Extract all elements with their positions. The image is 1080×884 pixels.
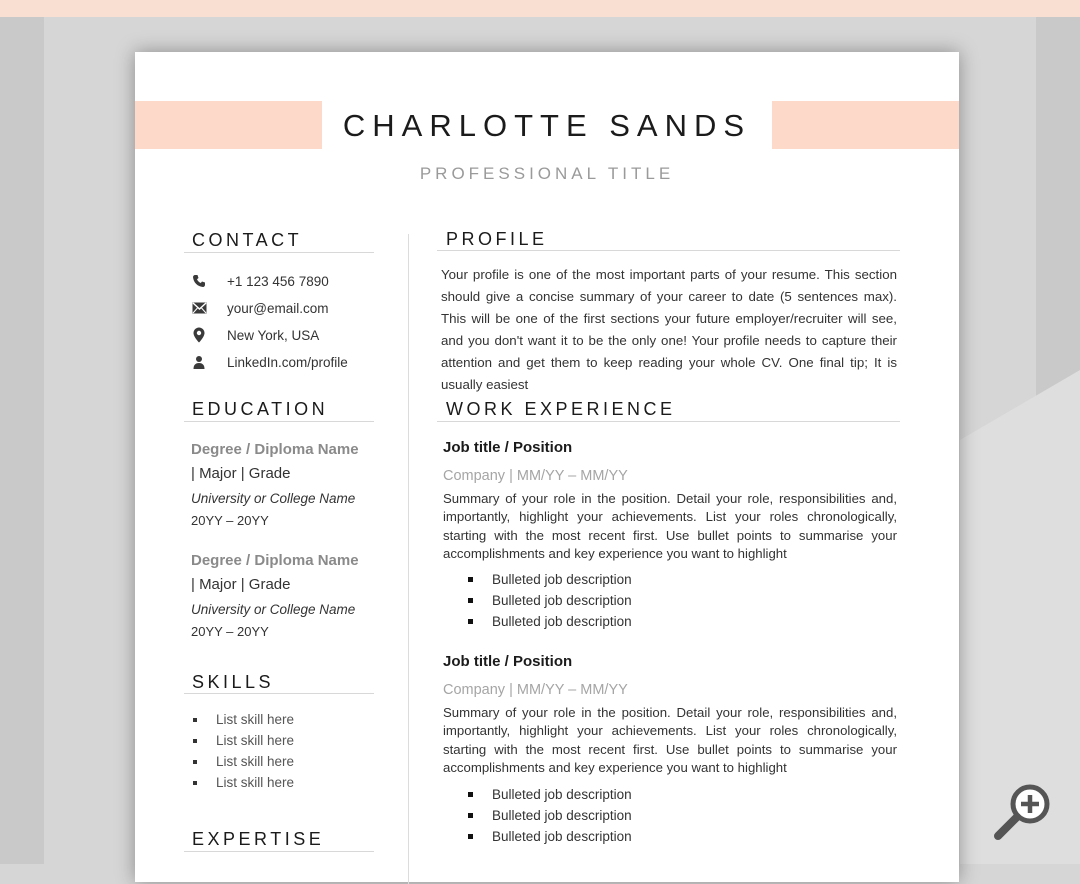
job-bullet: Bulleted job description — [468, 829, 632, 844]
education-major: | Major | Grade — [191, 576, 291, 593]
skill-item: List skill here — [193, 712, 294, 727]
contact-location-text: New York, USA — [227, 327, 320, 343]
contact-phone-text: +1 123 456 7890 — [227, 273, 329, 289]
education-degree: Degree / Diploma Name — [191, 441, 359, 458]
header-accent-band-left — [135, 101, 322, 149]
section-heading-profile: PROFILE — [446, 229, 548, 249]
section-heading-contact: CONTACT — [192, 230, 303, 250]
contact-email — [191, 300, 328, 316]
section-rule — [437, 421, 900, 422]
contact-linkedin-text: LinkedIn.com/profile — [227, 354, 348, 370]
job-title: Job title / Position — [443, 439, 573, 456]
contact-phone — [191, 273, 329, 289]
mail-icon — [191, 300, 207, 316]
section-heading-expertise: EXPERTISE — [192, 829, 325, 849]
job-bullet: Bulleted job description — [468, 808, 632, 823]
job-bullet: Bulleted job description — [468, 593, 632, 608]
education-years: 20YY – 20YY — [191, 513, 269, 528]
job-bullet: Bulleted job description — [468, 787, 632, 802]
contact-email-text: your@email.com — [227, 300, 329, 316]
section-rule — [437, 250, 900, 251]
education-major: | Major | Grade — [191, 465, 291, 482]
education-school: University or College Name — [191, 602, 356, 617]
education-degree: Degree / Diploma Name — [191, 552, 359, 569]
location-pin-icon — [191, 327, 207, 343]
section-rule — [184, 693, 374, 694]
education-years: 20YY – 20YY — [191, 624, 269, 639]
person-icon — [191, 354, 207, 370]
section-rule — [184, 421, 374, 422]
section-rule — [184, 252, 374, 253]
job-company-dates: Company | MM/YY – MM/YY — [443, 468, 628, 484]
job-bullet: Bulleted job description — [468, 572, 632, 587]
job-bullet: Bulleted job description — [468, 614, 632, 629]
skill-item: List skill here — [193, 754, 294, 769]
header-accent-band-right — [772, 101, 959, 149]
resume-name: CHARLOTTE SANDS — [342, 108, 752, 143]
professional-title: PROFESSIONAL TITLE — [419, 164, 675, 183]
contact-linkedin — [191, 354, 348, 370]
resume-page — [135, 52, 959, 882]
job-title: Job title / Position — [443, 653, 573, 670]
section-heading-skills: SKILLS — [192, 672, 275, 692]
section-rule — [184, 851, 374, 852]
job-summary: Summary of your role in the position. Detail your role, responsibilities and, importantly, highlight your achievements. List your roles chronologically, starting with the most recent first. Use bullet points to summarise your accomplishments and key experience you want to highlight — [443, 491, 897, 561]
skill-item: List skill here — [193, 775, 294, 790]
section-heading-work-experience: WORK EXPERIENCE — [446, 399, 676, 419]
skill-item: List skill here — [193, 733, 294, 748]
job-company-dates: Company | MM/YY – MM/YY — [443, 682, 628, 698]
background-left-panel — [0, 17, 44, 864]
contact-location — [191, 327, 319, 343]
education-school: University or College Name — [191, 491, 356, 506]
top-accent-strip — [0, 0, 1080, 17]
zoom-in-magnifier-icon[interactable] — [992, 782, 1054, 842]
job-summary: Summary of your role in the position. Detail your role, responsibilities and, importantly, highlight your achievements. List your roles chronologically, starting with the most recent first. Use bullet points to summarise your accomplishments and key experience you want to highlight — [443, 705, 897, 775]
profile-text: Your profile is one of the most important parts of your resume. This section should give a concise summary of your career to date (5 sentences max). This will be one of the first sections your future employer/recruiter will see, and you don't want it to be the only one! Your profile needs to capture their attention and get them to keep reading your whole CV. One final tip; It is usually easiest — [441, 267, 897, 392]
phone-icon — [191, 273, 207, 289]
section-heading-education: EDUCATION — [192, 399, 329, 419]
column-divider — [408, 234, 409, 884]
